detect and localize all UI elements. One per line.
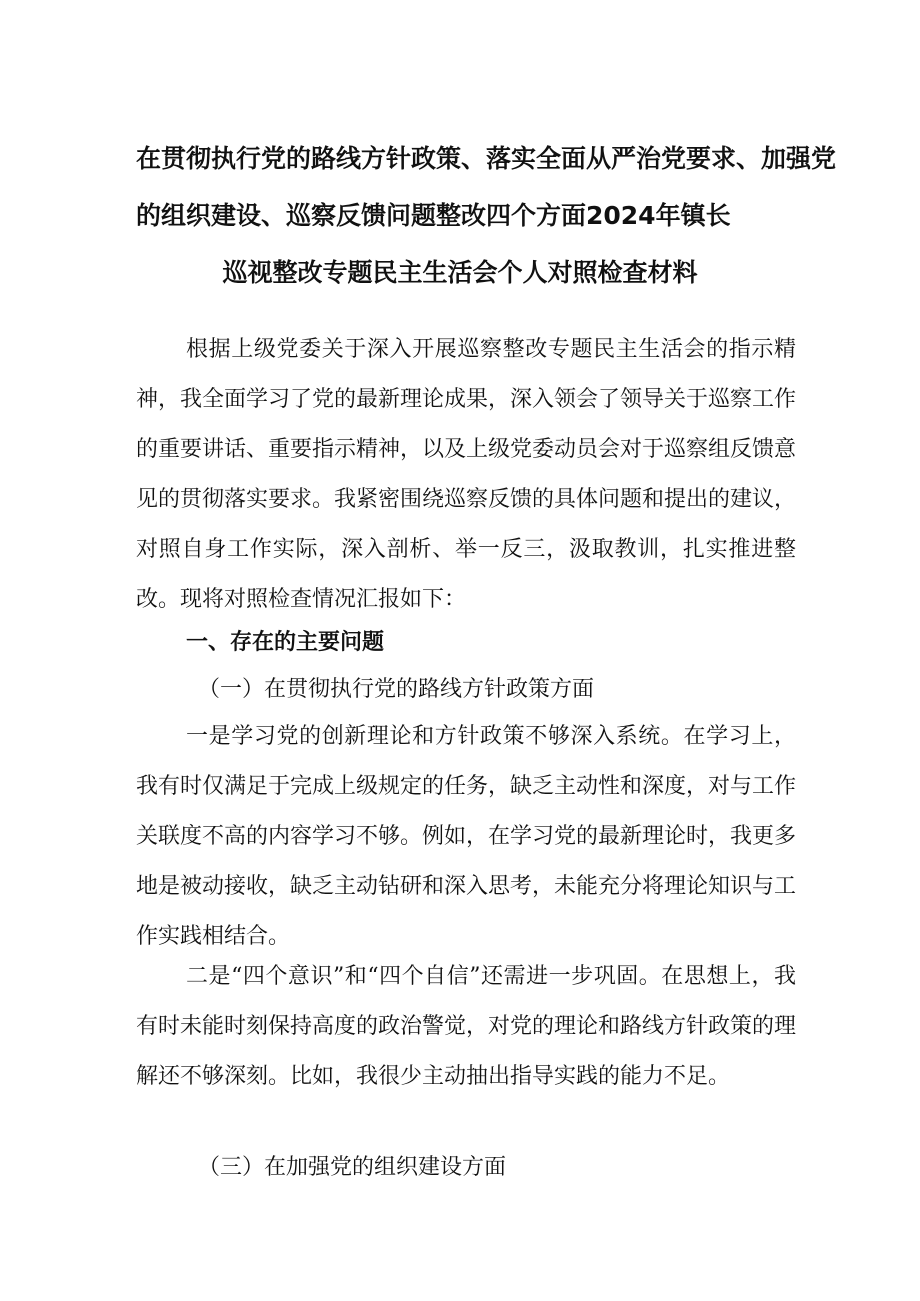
document-title-line-3: 巡视整改专题民主生活会个人对照检查材料 bbox=[222, 258, 698, 287]
point-one-paragraph: 一是学习党的创新理论和方针政策不够深入系统。在学习上，我有时仅满足于完成上级规定的任务，缺乏主动性和深度，对与工作关联度不高的内容学习不够。例如，在学习党的最新理论时，我更多地是被动接收，缺乏主动钻研和深入思考，未能充分将理论知识与工作实践相结合。 bbox=[136, 724, 797, 949]
intro-paragraph: 根据上级党委关于深入开展巡察整改专题民主生活会的指示精神，我全面学习了党的最新理论成果，深入领会了领导关于巡察工作的重要讲话、重要指示精神，以及上级党委动员会对于巡察组反馈意见的贯彻落实要求。我紧密围绕巡察反馈的具体问题和提出的建议，对照自身工作实际，深入剖析、举一反三，汲取教训，扎实推进整改。现将对照检查情况汇报如下： bbox=[136, 337, 797, 612]
point-two-paragraph: 二是“四个意识”和“四个自信”还需进一步巩固。在思想上，我有时未能时刻保持高度的政治警觉，对党的理论和路线方针政策的理解还不够深刻。比如，我很少主动抽出指导实践的能力不足。 bbox=[136, 964, 797, 1089]
subsection-heading-policy: （一）在贯彻执行党的路线方针政策方面 bbox=[198, 677, 595, 702]
subsection-heading-organization: （三）在加强党的组织建设方面 bbox=[198, 1155, 507, 1180]
section-heading-main-problems: 一、存在的主要问题 bbox=[186, 630, 385, 655]
document-title-line-1: 在贯彻执行党的路线方针政策、落实全面从严治党要求、加强党 bbox=[136, 144, 837, 173]
document-title-line-2: 的组织建设、巡察反馈问题整改四个方面2024年镇长 bbox=[136, 201, 731, 230]
